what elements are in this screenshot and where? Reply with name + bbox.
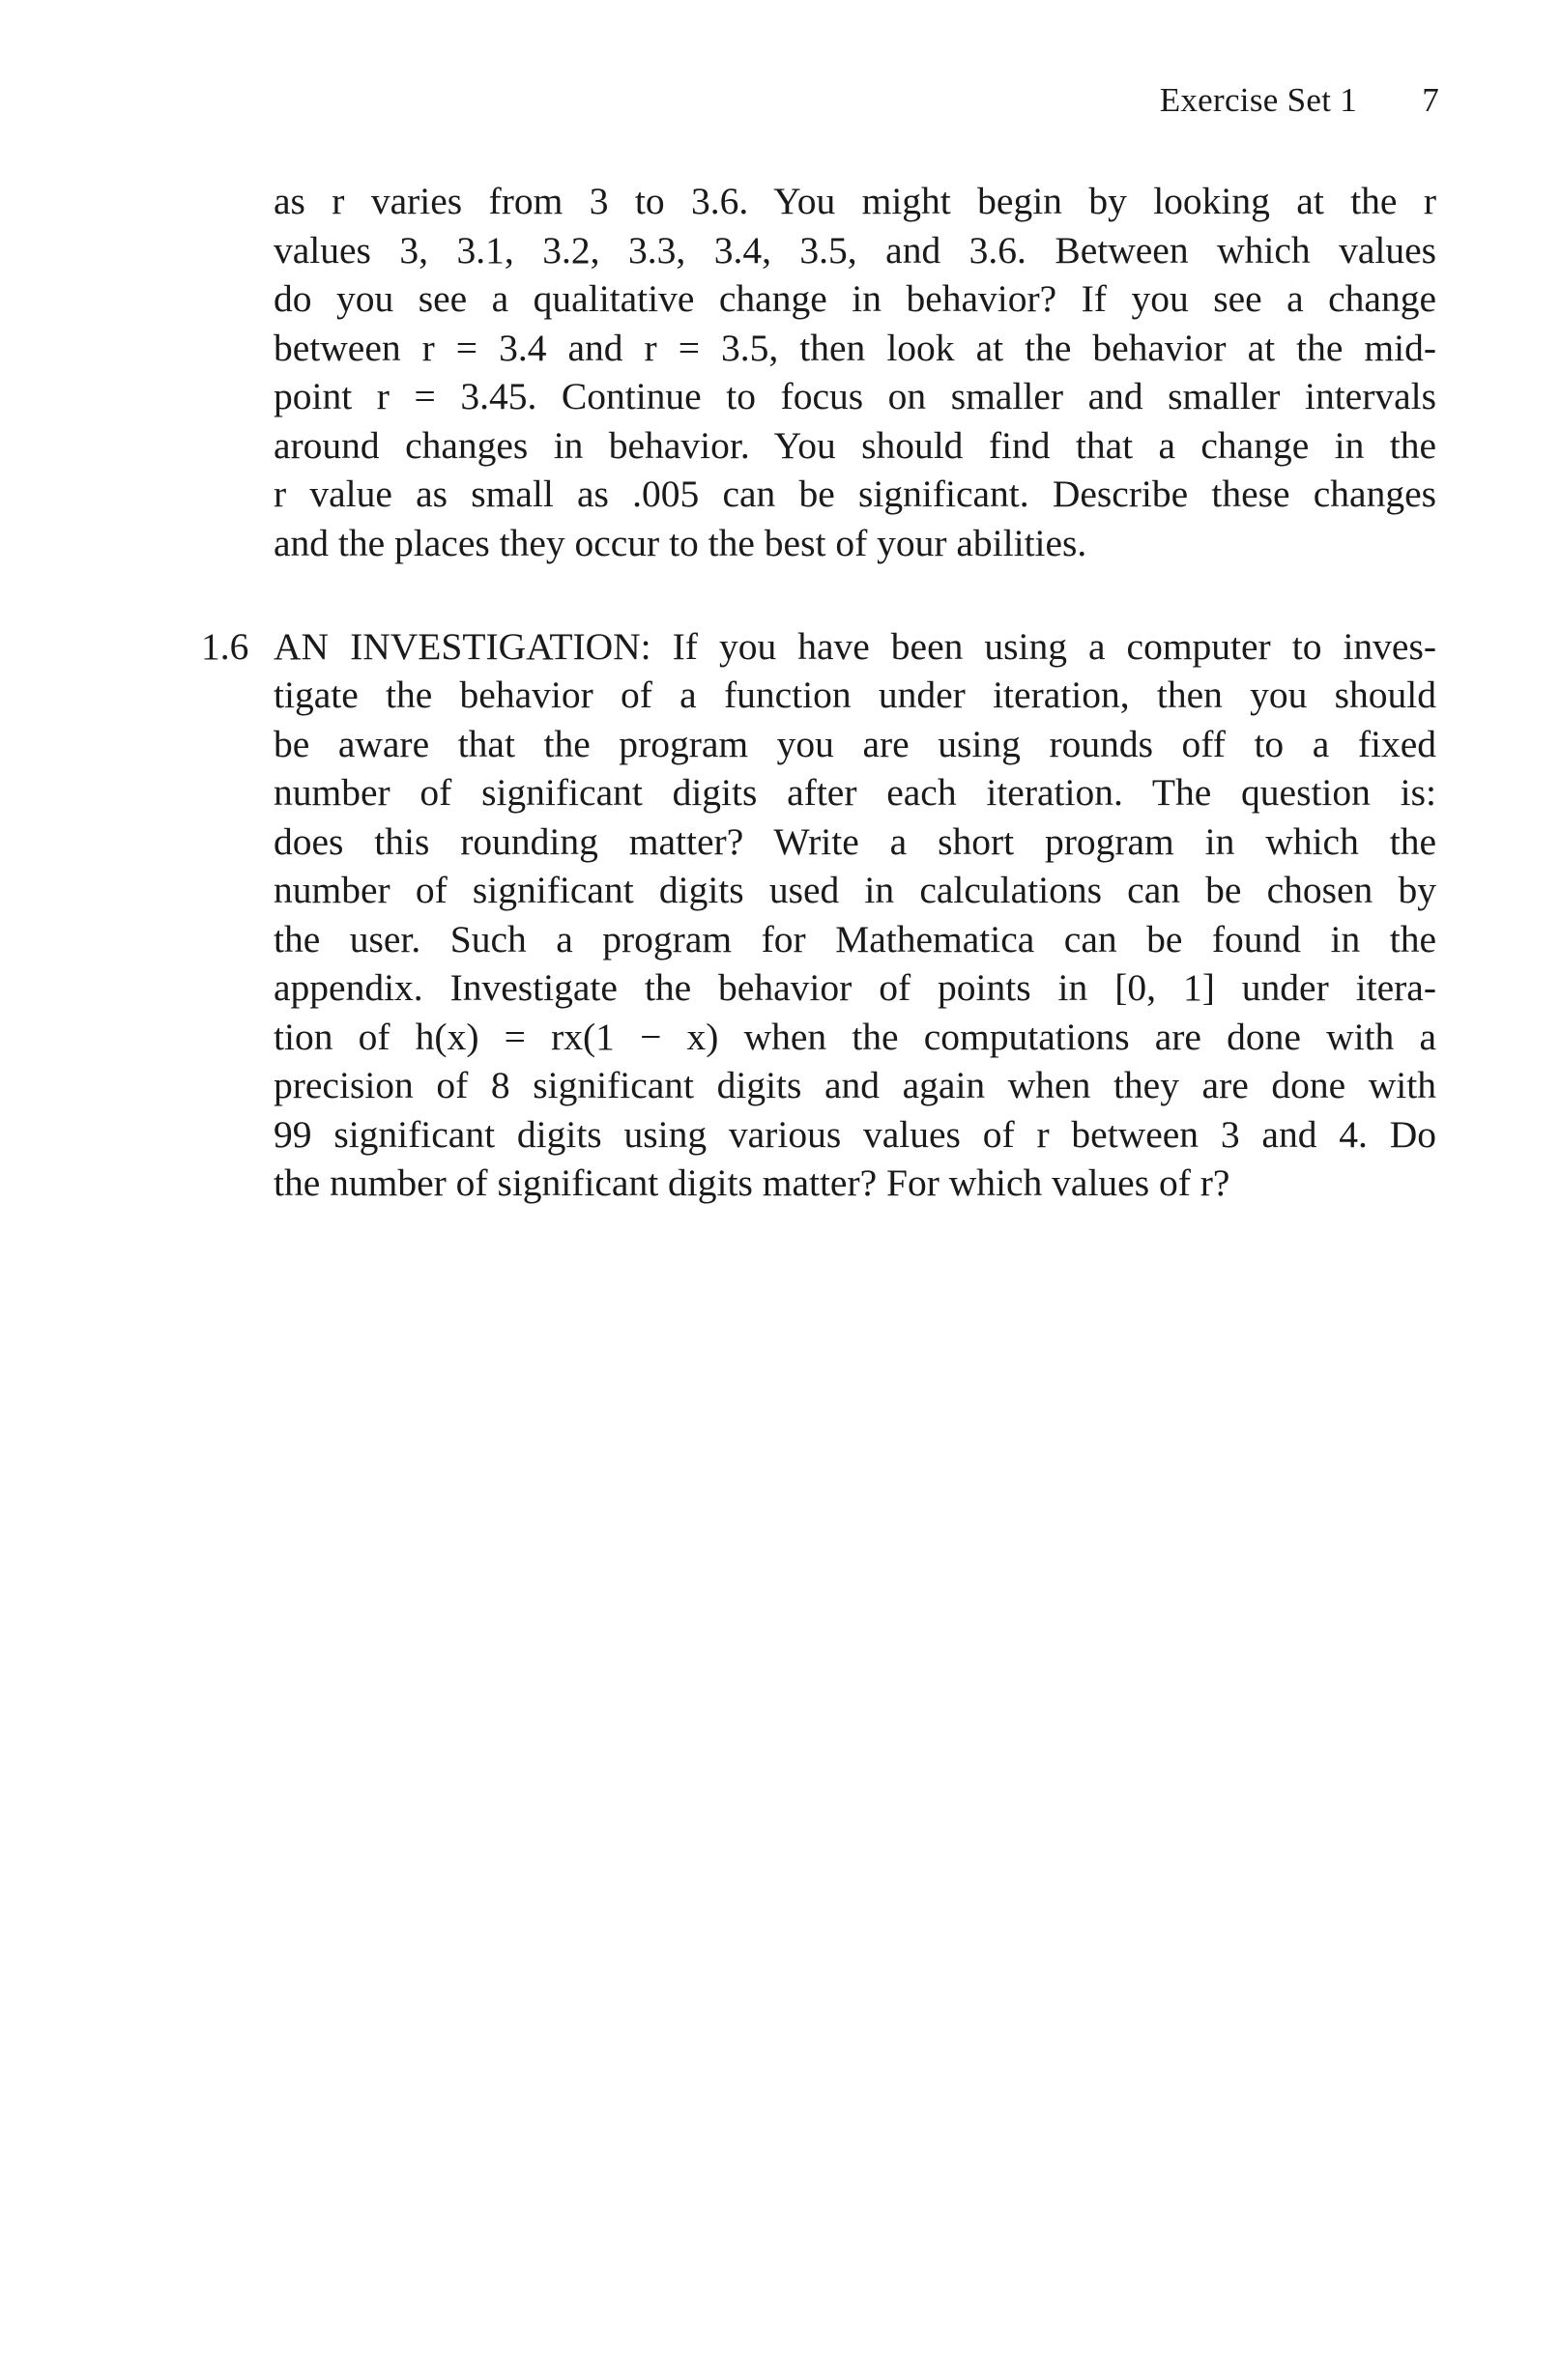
exercise-line: number of significant digits after each iteration. The question is: [274, 771, 1436, 814]
paragraph-line: values 3, 3.1, 3.2, 3.3, 3.4, 3.5, and 3.6. Between which values [274, 229, 1436, 272]
exercise-line: the number of significant digits matter? For which values of r? [274, 1161, 1230, 1204]
exercise-line: number of significant digits used in calculations can be chosen by [274, 869, 1436, 911]
exercise-line: be aware that the program you are using rounds off to a fixed [274, 723, 1436, 765]
paragraph-line: between r = 3.4 and r = 3.5, then look at the behavior at the mid- [274, 327, 1436, 369]
paragraph-line: r value as small as .005 can be significant. Describe these changes [274, 473, 1436, 515]
running-head [1160, 81, 1439, 120]
section-title: Exercise Set 1 [1159, 81, 1358, 119]
exercise-line: 99 significant digits using various values of r between 3 and 4. Do [274, 1113, 1436, 1156]
paragraph-line: as r varies from 3 to 3.6. You might begin by looking at the r [274, 180, 1436, 222]
exercise-line: tigate the behavior of a function under iteration, then you should [274, 674, 1436, 716]
paragraph-line: point r = 3.45. Continue to focus on smaller and smaller intervals [274, 375, 1436, 417]
page-number: 7 [1422, 81, 1439, 119]
exercise-line: appendix. Investigate the behavior of points in [0, 1] under itera- [274, 966, 1436, 1009]
exercise-line: precision of 8 significant digits and again when they are done with [274, 1064, 1436, 1106]
exercise-line: tion of h(x) = rx(1 − x) when the computations are done with a [274, 1016, 1436, 1058]
exercise-line: the user. Such a program for Mathematica can be found in the [274, 918, 1436, 961]
paragraph-line: around changes in behavior. You should find that a change in the [274, 424, 1436, 467]
exercise-number: 1.6 [201, 625, 249, 668]
paragraph-line: and the places they occur to the best of your abilities. [274, 522, 1087, 564]
paragraph-line: do you see a qualitative change in behavior? If you see a change [274, 277, 1436, 320]
exercise-line: does this rounding matter? Write a short program in which the [274, 820, 1436, 863]
exercise-line: AN INVESTIGATION: If you have been using a computer to inves- [274, 625, 1436, 668]
